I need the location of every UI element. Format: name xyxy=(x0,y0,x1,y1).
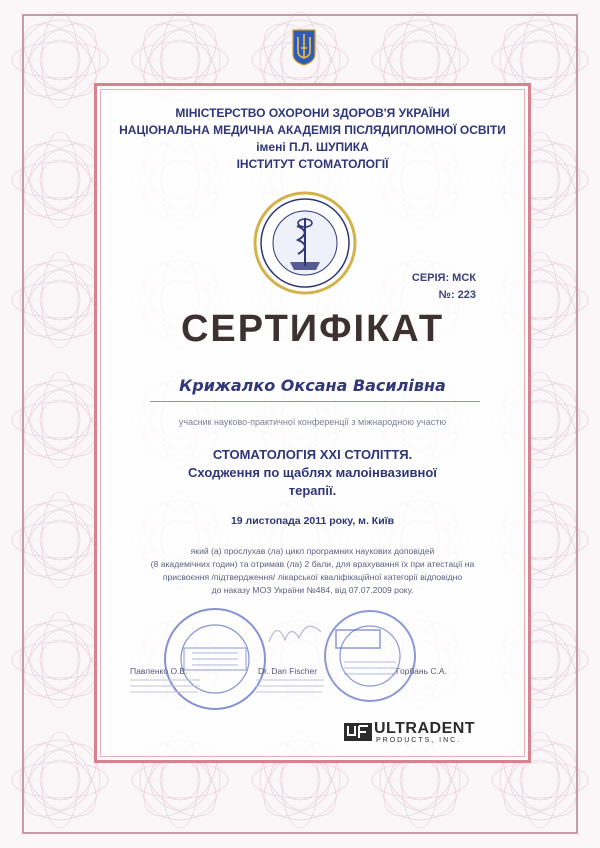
ministry-heading: МІНІСТЕРСТВО ОХОРОНИ ЗДОРОВ'Я УКРАЇНИ xyxy=(175,106,450,120)
body-line: до наказу МОЗ України №484, від 07.07.2009 року. xyxy=(211,585,414,595)
named-after-heading: імені П.Л. ШУПИКА xyxy=(256,140,369,154)
signature-name: Dr. Dan Fischer xyxy=(258,666,318,676)
certificate-body xyxy=(150,545,475,597)
signature-fine-print xyxy=(128,676,398,698)
series-block xyxy=(396,270,476,304)
event-date: 19 листопада 2011 року, м. Київ xyxy=(230,515,395,527)
trident-icon xyxy=(291,28,317,66)
ultradent-sub: PRODUCTS, INC. xyxy=(376,737,462,744)
series-number: №: 223 xyxy=(438,289,476,301)
conference-line: терапії. xyxy=(288,483,337,498)
academy-heading: НАЦІОНАЛЬНА МЕДИЧНА АКАДЕМІЯ ПІСЛЯДИПЛОМНОЇ ОСВІТИ xyxy=(119,123,506,137)
institute-heading: ІНСТИТУТ СТОМАТОЛОГІЇ xyxy=(236,157,389,171)
participant-text: учасник науково-практичної конференції з міжнародною участю xyxy=(178,417,447,427)
conference-line: Сходження по щаблях малоінвазивної xyxy=(188,465,437,480)
signature-name: Павленко О.В. xyxy=(130,666,188,676)
ultradent-logo xyxy=(344,720,509,750)
certificate-title: СЕРТИФІКАТ xyxy=(180,308,445,350)
conference-line: СТОМАТОЛОГІЯ XXI СТОЛІТТЯ. xyxy=(212,447,413,462)
institute-emblem xyxy=(252,190,358,296)
body-line: присвоєння /підтвердження/ лікарської кваліфікаційної категорії відповідно xyxy=(162,572,463,582)
recipient-name: Крижалко Оксана Василівна xyxy=(179,376,446,395)
signature-scribble xyxy=(265,612,325,652)
series-label: СЕРІЯ: МСК xyxy=(411,272,476,284)
ultradent-mark-icon xyxy=(344,723,372,741)
conference-title xyxy=(150,446,475,500)
recipient-underline xyxy=(150,401,480,402)
body-line: (8 академічних годин) та отримав (ла) 2 бали, для врахування їх при атестації на xyxy=(150,559,475,569)
body-line: який (а) прослухав (ла) цикл програмних наукових доповідей xyxy=(190,546,435,556)
signature-name: Горбань С.А. xyxy=(396,666,447,676)
ultradent-word: ULTRADENT xyxy=(374,720,476,737)
